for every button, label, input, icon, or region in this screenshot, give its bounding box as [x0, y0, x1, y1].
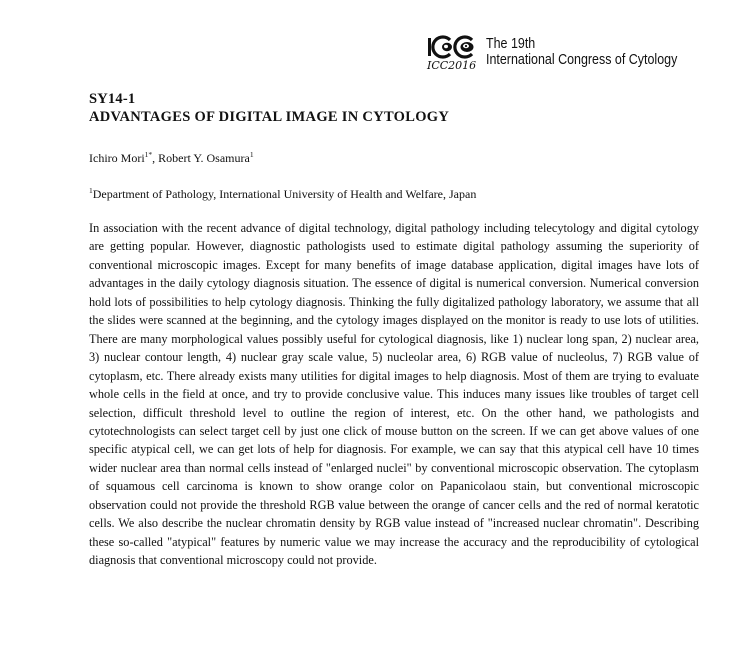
author-list [89, 151, 254, 166]
author-name: Robert Y. Osamura [158, 151, 250, 165]
logo-text: ICC2016 [427, 59, 477, 72]
abstract-body: In association with the recent advance of digital technology, digital pathology including telecytology and digital cytology are getting popular. However, diagnostic pathologists used to estimate digital pathology assuming the superiority of conventional microscopic images. Except for many benefits of image database application, digital images have lots of advantages in the daily cytology diagnosis situation. The essence of digital is numerical conversion. Numerical conversion hold lots of possibilities to help cytology diagnosis. Thinking the fully digitalized pathology laboratory, we assume that all the slides were scanned at the beginning, and the cytology images displayed on the monitor is ready to use lots of utilities. There are many morphological values possibly useful for cytological diagnosis, like 1) nuclear long span, 2) nuclear area, 3) nuclear contour length, 4) nuclear gray scale value, 5) nucleolar area, 6) RGB value of nucleolus, 7) RGB value of cytoplasm, etc. There already exists many utilities for digital images to help diagnosis. Most of them are trying to evaluate whole cells in the field at once, and try to provide conclusive value. This induces many issues like troubles of target cell selection, difficult threshold level to outline the region of interest, etc. On the other hand, we pathologists and cytotechnologists can select target cell by just one click of mouse button on the screen. If we can get above values of one specific atypical cell, we can get lots of help for diagnosis. For example, we can say that this atypical cell have 10 times wider nuclear area than normal cells instead of "enlarged nuclei" by conventional microscopic observation. The cytoplasm of squamous cell carcinoma is known to show orange color on Papanicolaou stain, but conventional microscopic observation could not provide the threshold RGB value between the orange of cancer cells and the red of normal keratotic cells. We also describe the nuclear chromatin density by RGB value instead of "increased nuclear chromatin". Describing these so-called "atypical" features by numeric value we may increase the accuracy and the reproducibility of cytological diagnosis that conventional microscopy could not provide. [89, 221, 699, 568]
congress-edition: The 19th [486, 36, 536, 52]
author-separator: , [152, 151, 159, 165]
congress-header [424, 34, 724, 76]
congress-title: International Congress of Cytology [486, 52, 678, 68]
author-name: Ichiro Mori [89, 151, 145, 165]
author-affiliation-mark: 1* [144, 150, 153, 159]
paper-title: ADVANTAGES OF DIGITAL IMAGE IN CYTOLOGY [89, 109, 450, 125]
affiliation-text: Department of Pathology, International University of Health and Welfare, Japan [92, 187, 477, 201]
affiliation [89, 187, 476, 202]
affiliation-mark: 1 [89, 186, 93, 195]
session-code: SY14-1 [89, 91, 136, 107]
icc-cell-logo-icon [424, 34, 482, 74]
congress-name [486, 36, 677, 68]
author-affiliation-mark: 1 [249, 150, 254, 159]
